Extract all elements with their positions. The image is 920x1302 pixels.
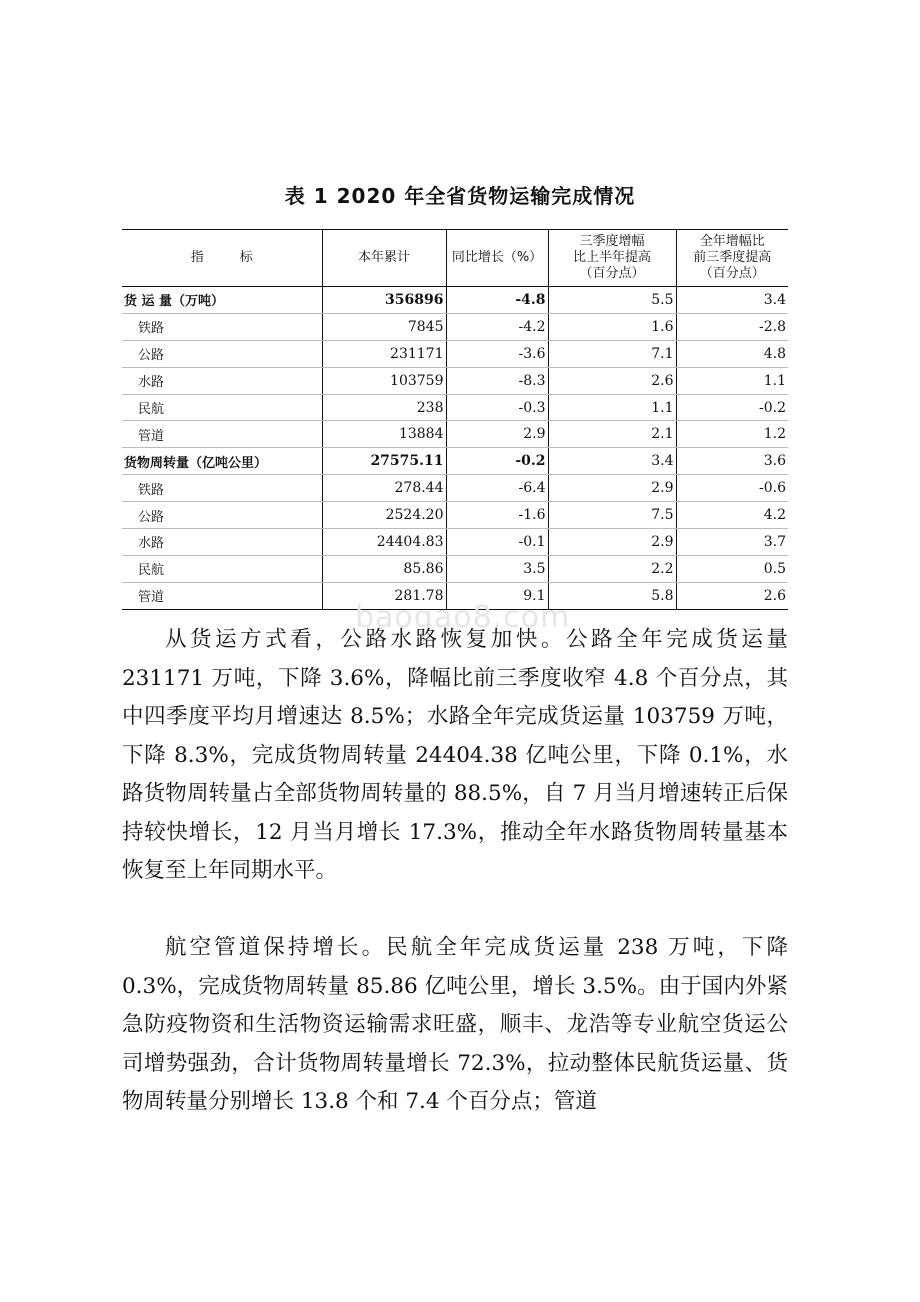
cell-yoy: 2.9 (446, 421, 548, 448)
row-label: 管道 (122, 421, 322, 448)
cell-q3: 2.1 (548, 421, 676, 448)
cell-yoy: 9.1 (446, 582, 548, 609)
cell-yoy: -0.1 (446, 529, 548, 556)
cell-year: 1.1 (676, 367, 788, 394)
table-row (122, 502, 788, 529)
table-row (122, 555, 788, 582)
table-row (122, 313, 788, 340)
cell-year: 0.5 (676, 555, 788, 582)
cell-cumulative: 238 (322, 394, 446, 421)
watermark: baogao8.com (355, 600, 571, 635)
cell-q3: 1.6 (548, 313, 676, 340)
cell-q3: 5.8 (548, 582, 676, 609)
cell-year: 3.6 (676, 448, 788, 475)
row-label: 水路 (122, 367, 322, 394)
cell-cumulative: 2524.20 (322, 502, 446, 529)
cell-cumulative: 27575.11 (322, 448, 446, 475)
cell-year: 1.2 (676, 421, 788, 448)
cell-cumulative: 231171 (322, 340, 446, 367)
cell-year: -2.8 (676, 313, 788, 340)
row-label: 公路 (122, 502, 322, 529)
cell-q3: 2.9 (548, 529, 676, 556)
cell-cumulative: 13884 (322, 421, 446, 448)
cell-q3: 7.5 (548, 502, 676, 529)
table-row (122, 475, 788, 502)
cell-cumulative: 103759 (322, 367, 446, 394)
cell-yoy: 3.5 (446, 555, 548, 582)
cell-cumulative: 281.78 (322, 582, 446, 609)
row-label: 货 运 量（万吨） (122, 287, 322, 314)
header-indicator: 指 标 (122, 230, 322, 287)
table-row (122, 421, 788, 448)
cell-yoy: -4.8 (446, 287, 548, 314)
cell-year: 4.2 (676, 502, 788, 529)
cell-q3: 2.2 (548, 555, 676, 582)
cell-yoy: -1.6 (446, 502, 548, 529)
paragraph-air-pipeline: 航空管道保持增长。民航全年完成货运量 238 万吨，下降 0.3%，完成货物周转量 85.86 亿吨公里，增长 3.5%。由于国内外紧急防疫物资和生活物资运输需求旺盛，顺丰、龙浩等专业航空货运公司增势强劲，合计货物周转量增长 72.3%，拉动整体民航货运量、货物周转量分别增长 13.8 个和 7.4 个百分点；管道 (122, 935, 788, 1114)
table-row (122, 529, 788, 556)
row-label: 民航 (122, 555, 322, 582)
row-label: 水路 (122, 529, 322, 556)
paragraph-freight-modes: 从货运方式看，公路水路恢复加快。公路全年完成货运量 231171 万吨，下降 3.6%，降幅比前三季度收窄 4.8 个百分点，其中四季度平均月增速达 8.5%；水路全年完成货运量 103759 万吨，下降 8.3%，完成货物周转量 24404.38 亿吨公里，下降 0.1%，水路货物周转量占全部货物周转量的 88.5%，自 7 月当月增速转正后保持较快增长，12 月当月增长 17.3%，推动全年水路货物周转量基本恢复至上年同期水平。 (122, 627, 788, 883)
cell-year: 4.8 (676, 340, 788, 367)
row-label: 铁路 (122, 475, 322, 502)
header-q3-increase: 三季度增幅 比上半年提高 （百分点） (548, 230, 676, 287)
cell-yoy: -3.6 (446, 340, 548, 367)
table-header-row (122, 230, 788, 287)
cell-year: 2.6 (676, 582, 788, 609)
cell-yoy: -6.4 (446, 475, 548, 502)
cell-cumulative: 24404.83 (322, 529, 446, 556)
table-row (122, 287, 788, 314)
row-label: 货物周转量（亿吨公里） (122, 448, 322, 475)
table-row (122, 448, 788, 475)
cell-year: 3.7 (676, 529, 788, 556)
cell-q3: 3.4 (548, 448, 676, 475)
row-label: 民航 (122, 394, 322, 421)
cell-year: -0.2 (676, 394, 788, 421)
cell-yoy: -4.2 (446, 313, 548, 340)
table-row (122, 340, 788, 367)
cell-q3: 5.5 (548, 287, 676, 314)
cell-yoy: -8.3 (446, 367, 548, 394)
freight-table (122, 229, 788, 610)
cell-year: 3.4 (676, 287, 788, 314)
cell-q3: 7.1 (548, 340, 676, 367)
header-yoy-growth: 同比增长（%） (446, 230, 548, 287)
row-label: 管道 (122, 582, 322, 609)
cell-cumulative: 278.44 (322, 475, 446, 502)
table-row (122, 394, 788, 421)
cell-q3: 2.9 (548, 475, 676, 502)
cell-cumulative: 7845 (322, 313, 446, 340)
cell-q3: 2.6 (548, 367, 676, 394)
header-cumulative: 本年累计 (322, 230, 446, 287)
table-row (122, 367, 788, 394)
cell-cumulative: 356896 (322, 287, 446, 314)
table-title: 表 1 2020 年全省货物运输完成情况 (284, 184, 636, 208)
row-label: 公路 (122, 340, 322, 367)
cell-cumulative: 85.86 (322, 555, 446, 582)
cell-yoy: -0.3 (446, 394, 548, 421)
row-label: 铁路 (122, 313, 322, 340)
cell-yoy: -0.2 (446, 448, 548, 475)
cell-year: -0.6 (676, 475, 788, 502)
header-year-increase: 全年增幅比 前三季度提高 （百分点） (676, 230, 788, 287)
cell-q3: 1.1 (548, 394, 676, 421)
